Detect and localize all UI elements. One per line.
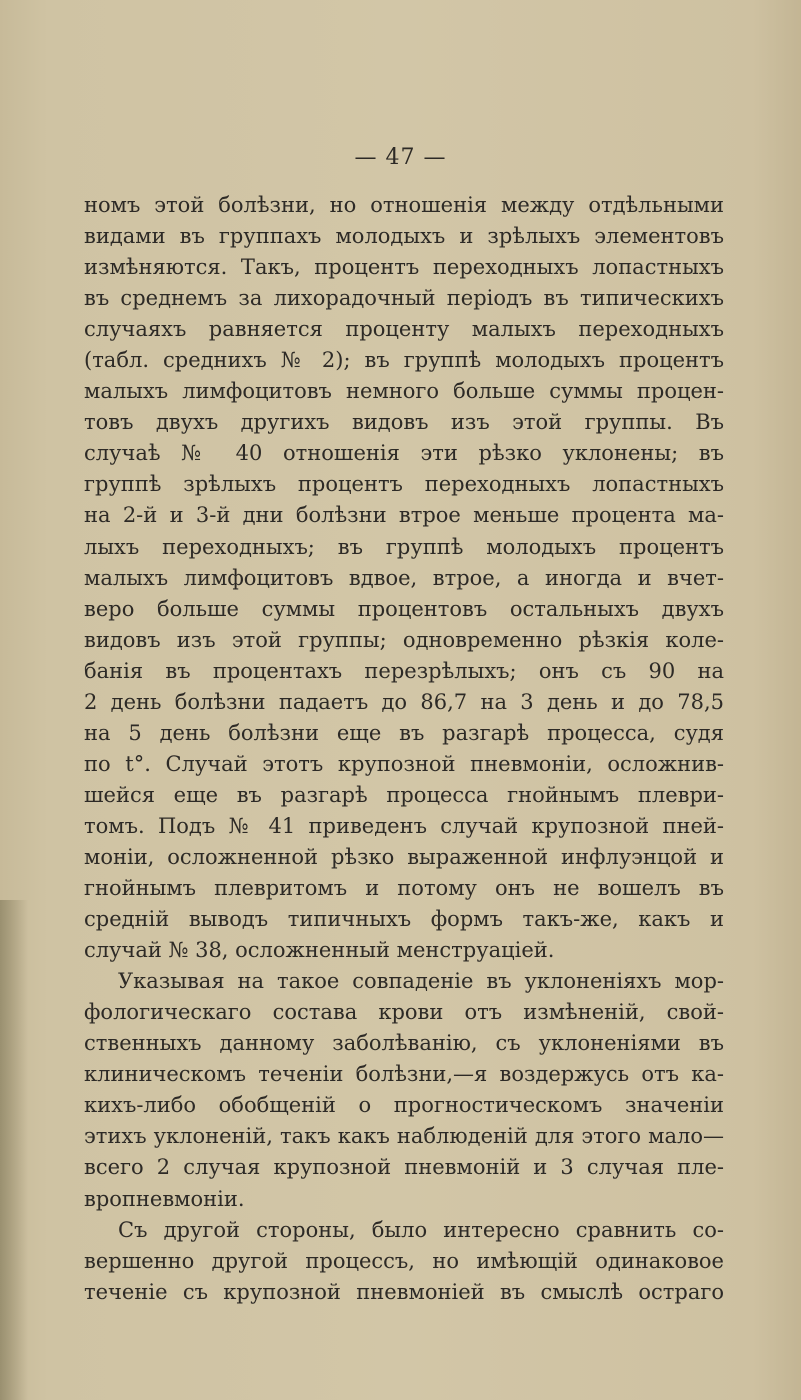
text-line: веро больше суммы процентовъ остальныхъ двухъ xyxy=(84,596,724,621)
text-line: кихъ-либо обобщеній о прогностическомъ значеніи xyxy=(84,1093,724,1118)
text-line: 2 день болѣзни падаетъ до 86,7 на 3 день и до 78,5 xyxy=(84,689,724,714)
text-line: по t°. Случай этотъ крупозной пневмоніи, осложнив- xyxy=(84,751,724,776)
text-line: клиническомъ теченіи болѣзни,—я воздержусь отъ ка- xyxy=(84,1062,724,1087)
page-number: — 47 — xyxy=(354,145,447,170)
text-line: (табл. среднихъ № 2); въ группѣ молодыхъ процентъ xyxy=(84,348,724,373)
text-line: измѣняются. Такъ, процентъ переходныхъ лопастныхъ xyxy=(84,255,724,280)
text-line: видовъ изъ этой группы; одновременно рѣзкія коле- xyxy=(84,627,724,652)
text-line: вершенно другой процессъ, но имѣющій одинаковое xyxy=(84,1248,724,1273)
text-line: фологическаго состава крови отъ измѣненій, свой- xyxy=(84,1000,724,1025)
text-line: случаѣ № 40 отношенія эти рѣзко уклонены; въ xyxy=(84,441,724,466)
text-line: товъ двухъ другихъ видовъ изъ этой группы. Въ xyxy=(84,410,724,435)
text-line: видами въ группахъ молодыхъ и зрѣлыхъ элементовъ xyxy=(84,224,724,249)
page-edge-shadow xyxy=(0,900,28,1400)
text-line: Съ другой стороны, было интересно сравнить со- xyxy=(118,1217,724,1242)
text-line: ственныхъ данному заболѣванію, съ уклоненіями въ xyxy=(84,1031,724,1056)
text-line: Указывая на такое совпаденіе въ уклоненіяхъ мор- xyxy=(118,969,724,994)
text-line: на 2-й и 3-й дни болѣзни втрое меньше процента ма- xyxy=(84,503,724,528)
text-line: лыхъ переходныхъ; въ группѣ молодыхъ процентъ xyxy=(84,534,724,559)
text-line: теченіе съ крупозной пневмоніей въ смыслѣ остраго xyxy=(84,1279,724,1304)
text-line: вропневмоніи. xyxy=(84,1186,245,1211)
text-line: шейся еще въ разгарѣ процесса гнойнымъ плеври- xyxy=(84,782,724,807)
text-line: томъ. Подъ № 41 приведенъ случай крупозной пней- xyxy=(84,813,724,838)
text-line: моніи, осложненной рѣзко выраженной инфлуэнцой и xyxy=(84,844,724,869)
text-line: всего 2 случая крупозной пневмоній и 3 случая пле- xyxy=(84,1155,724,1180)
text-line: малыхъ лимфоцитовъ вдвое, втрое, а иногда и вчет- xyxy=(84,565,724,590)
text-line: номъ этой болѣзни, но отношенія между отдѣльными xyxy=(84,193,724,217)
text-line: случай № 38, осложненный менструаціей. xyxy=(84,938,555,963)
text-line: малыхъ лимфоцитовъ немного больше суммы процен- xyxy=(84,379,724,404)
text-line: средній выводъ типичныхъ формъ такъ-же, какъ и xyxy=(84,907,724,932)
body-text xyxy=(84,190,724,1308)
text-line: банія въ процентахъ перезрѣлыхъ; онъ съ 90 на xyxy=(84,658,724,683)
text-line: этихъ уклоненій, такъ какъ наблюденій для этого мало— xyxy=(84,1124,724,1149)
text-line: въ среднемъ за лихорадочный періодъ въ типическихъ xyxy=(84,286,724,311)
text-line: случаяхъ равняется проценту малыхъ переходныхъ xyxy=(84,317,724,342)
text-line: группѣ зрѣлыхъ процентъ переходныхъ лопастныхъ xyxy=(84,472,724,497)
text-line: гнойнымъ плевритомъ и потому онъ не вошелъ въ xyxy=(84,876,724,901)
text-line: на 5 день болѣзни еще въ разгарѣ процесса, судя xyxy=(84,720,724,745)
